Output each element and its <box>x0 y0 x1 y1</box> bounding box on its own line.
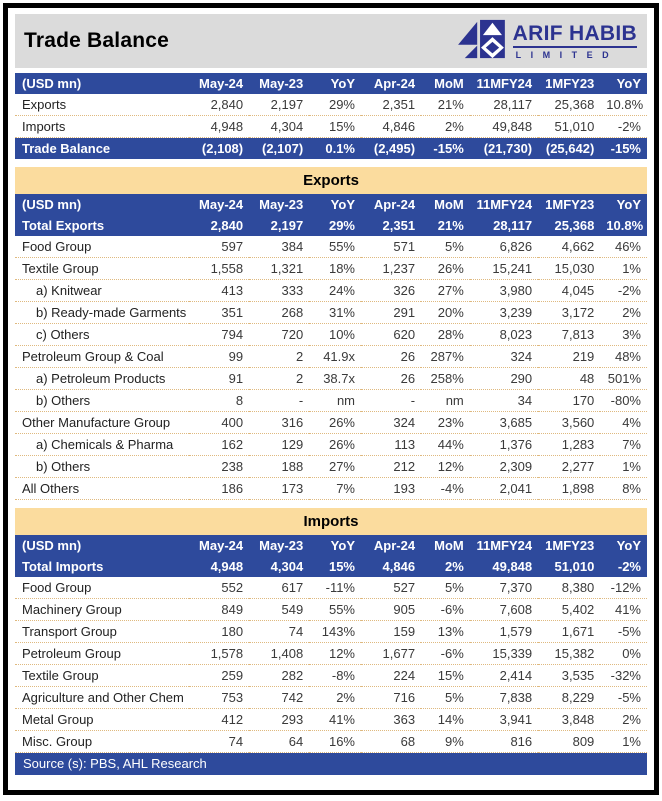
total-row <box>15 556 647 577</box>
row-label: Food Group <box>15 577 189 599</box>
report-frame <box>3 3 659 795</box>
cell: 7,813 <box>538 324 600 346</box>
cell: 7,838 <box>470 687 538 709</box>
cell: 51,010 <box>538 556 600 577</box>
cell: -2% <box>600 280 647 302</box>
table-row <box>15 731 647 753</box>
logo-name-text: ARIF HABIB <box>513 23 637 48</box>
cell: 4,045 <box>538 280 600 302</box>
cell: 34 <box>470 390 538 412</box>
cell: 2,041 <box>470 478 538 500</box>
cell: (21,730) <box>470 138 538 160</box>
total-row <box>15 215 647 236</box>
cell: 25,368 <box>538 94 600 116</box>
cell: 1,283 <box>538 434 600 456</box>
cell: 742 <box>249 687 309 709</box>
logo-limited-text: LIMITED <box>515 49 619 60</box>
cell: -2% <box>600 116 647 138</box>
cell: 0% <box>600 643 647 665</box>
cell: 501% <box>600 368 647 390</box>
cell: 617 <box>249 577 309 599</box>
cell: 5,402 <box>538 599 600 621</box>
cell: 2% <box>421 556 470 577</box>
cell: 4,846 <box>361 116 421 138</box>
cell: 326 <box>361 280 421 302</box>
header-row <box>15 73 647 94</box>
table-row <box>15 116 647 138</box>
cell: 74 <box>189 731 249 753</box>
row-label: Exports <box>15 94 189 116</box>
cell: 16% <box>309 731 361 753</box>
cell: 28% <box>421 324 470 346</box>
cell: 2 <box>249 368 309 390</box>
cell: 18% <box>309 258 361 280</box>
trade-balance-summary-table <box>15 73 647 159</box>
cell: -6% <box>421 599 470 621</box>
cell: 571 <box>361 236 421 258</box>
row-label: Metal Group <box>15 709 189 731</box>
cell: 3,980 <box>470 280 538 302</box>
cell: 8,023 <box>470 324 538 346</box>
column-header: MoM <box>421 194 470 215</box>
cell: 412 <box>189 709 249 731</box>
cell: -2% <box>600 556 647 577</box>
cell: 794 <box>189 324 249 346</box>
column-header: May-24 <box>189 194 249 215</box>
cell: 1,408 <box>249 643 309 665</box>
page-title: Trade Balance <box>24 29 170 52</box>
cell: 15% <box>309 116 361 138</box>
cell: - <box>361 390 421 412</box>
cell: 99 <box>189 346 249 368</box>
cell: 29% <box>309 215 361 236</box>
row-label: All Others <box>15 478 189 500</box>
cell: 7% <box>600 434 647 456</box>
cell: 1,558 <box>189 258 249 280</box>
column-header: Apr-24 <box>361 73 421 94</box>
cell: 219 <box>538 346 600 368</box>
row-label: b) Others <box>15 390 189 412</box>
cell: 351 <box>189 302 249 324</box>
row-label: Food Group <box>15 236 189 258</box>
cell: 173 <box>249 478 309 500</box>
table-row <box>15 324 647 346</box>
table-row <box>15 665 647 687</box>
title-band <box>15 14 647 68</box>
cell: 15% <box>421 665 470 687</box>
cell: 159 <box>361 621 421 643</box>
cell: 12% <box>309 643 361 665</box>
row-label: Textile Group <box>15 665 189 687</box>
cell: 268 <box>249 302 309 324</box>
cell: 620 <box>361 324 421 346</box>
cell: 4,662 <box>538 236 600 258</box>
cell: 28,117 <box>470 94 538 116</box>
row-label: Machinery Group <box>15 599 189 621</box>
cell: - <box>249 390 309 412</box>
cell: 1,376 <box>470 434 538 456</box>
cell: 44% <box>421 434 470 456</box>
row-label: a) Petroleum Products <box>15 368 189 390</box>
cell: 720 <box>249 324 309 346</box>
cell: 384 <box>249 236 309 258</box>
cell: 3,941 <box>470 709 538 731</box>
row-label: Other Manufacture Group <box>15 412 189 434</box>
column-header: May-24 <box>189 535 249 556</box>
table-row <box>15 346 647 368</box>
cell: 186 <box>189 478 249 500</box>
spacer <box>15 159 647 167</box>
cell: 21% <box>421 94 470 116</box>
cell: -4% <box>421 478 470 500</box>
cell: 2,840 <box>189 94 249 116</box>
cell: 28,117 <box>470 215 538 236</box>
cell: 1% <box>600 731 647 753</box>
column-header-usd-mn: (USD mn) <box>15 194 189 215</box>
cell: 193 <box>361 478 421 500</box>
row-label: Petroleum Group <box>15 643 189 665</box>
table-row <box>15 577 647 599</box>
cell: 324 <box>470 346 538 368</box>
cell: -11% <box>309 577 361 599</box>
table-row <box>15 94 647 116</box>
column-header: May-23 <box>249 535 309 556</box>
cell: 2,351 <box>361 94 421 116</box>
cell: 816 <box>470 731 538 753</box>
column-header: MoM <box>421 73 470 94</box>
cell: 15,382 <box>538 643 600 665</box>
cell: 51,010 <box>538 116 600 138</box>
cell: 552 <box>189 577 249 599</box>
cell: 15,339 <box>470 643 538 665</box>
cell: 26% <box>421 258 470 280</box>
cell: 55% <box>309 599 361 621</box>
cell: 2 <box>249 346 309 368</box>
imports-section-header: Imports <box>15 508 647 535</box>
cell: 170 <box>538 390 600 412</box>
cell: 809 <box>538 731 600 753</box>
cell: 316 <box>249 412 309 434</box>
column-header: YoY <box>309 194 361 215</box>
cell: -15% <box>421 138 470 160</box>
column-header: Apr-24 <box>361 194 421 215</box>
row-label: a) Knitwear <box>15 280 189 302</box>
table-row <box>15 280 647 302</box>
table-row <box>15 709 647 731</box>
cell: 2,309 <box>470 456 538 478</box>
cell: 3,239 <box>470 302 538 324</box>
cell: 74 <box>249 621 309 643</box>
cell: 129 <box>249 434 309 456</box>
cell: 24% <box>309 280 361 302</box>
cell: 1% <box>600 456 647 478</box>
cell: 212 <box>361 456 421 478</box>
cell: 23% <box>421 412 470 434</box>
cell: 282 <box>249 665 309 687</box>
cell: 4,948 <box>189 116 249 138</box>
cell: 5% <box>421 687 470 709</box>
cell: 287% <box>421 346 470 368</box>
cell: 188 <box>249 456 309 478</box>
header-row <box>15 535 647 556</box>
exports-table <box>15 194 647 500</box>
table-row <box>15 390 647 412</box>
cell: 597 <box>189 236 249 258</box>
cell: 68 <box>361 731 421 753</box>
cell: -8% <box>309 665 361 687</box>
column-header: 1MFY23 <box>538 535 600 556</box>
cell: 224 <box>361 665 421 687</box>
cell: 15% <box>309 556 361 577</box>
cell: 29% <box>309 94 361 116</box>
cell: 8,229 <box>538 687 600 709</box>
cell: 12% <box>421 456 470 478</box>
column-header-usd-mn: (USD mn) <box>15 535 189 556</box>
cell: 8 <box>189 390 249 412</box>
cell: 293 <box>249 709 309 731</box>
column-header: YoY <box>309 73 361 94</box>
cell: 7% <box>309 478 361 500</box>
cell: (2,495) <box>361 138 421 160</box>
cell: 4,304 <box>249 116 309 138</box>
cell: 162 <box>189 434 249 456</box>
table-row <box>15 687 647 709</box>
cell: 26 <box>361 346 421 368</box>
row-label: Petroleum Group & Coal <box>15 346 189 368</box>
cell: 9% <box>421 731 470 753</box>
column-header: 11MFY24 <box>470 194 538 215</box>
cell: 2% <box>421 116 470 138</box>
spacer <box>15 500 647 508</box>
row-label: b) Others <box>15 456 189 478</box>
cell: 527 <box>361 577 421 599</box>
cell: 1,578 <box>189 643 249 665</box>
cell: 10.8% <box>600 94 647 116</box>
cell: 324 <box>361 412 421 434</box>
cell: 8,380 <box>538 577 600 599</box>
cell: 55% <box>309 236 361 258</box>
table-row <box>15 599 647 621</box>
cell: -80% <box>600 390 647 412</box>
column-header: 11MFY24 <box>470 535 538 556</box>
table-row <box>15 258 647 280</box>
cell: 64 <box>249 731 309 753</box>
cell: -15% <box>600 138 647 160</box>
cell: 4,304 <box>249 556 309 577</box>
column-header: May-24 <box>189 73 249 94</box>
cell: 400 <box>189 412 249 434</box>
cell: (2,108) <box>189 138 249 160</box>
cell: 26% <box>309 434 361 456</box>
column-header: YoY <box>600 535 647 556</box>
cell: 48% <box>600 346 647 368</box>
cell: 849 <box>189 599 249 621</box>
cell: 25,368 <box>538 215 600 236</box>
header-row <box>15 194 647 215</box>
row-label: Misc. Group <box>15 731 189 753</box>
cell: 7,608 <box>470 599 538 621</box>
cell: 14% <box>421 709 470 731</box>
cell: 48 <box>538 368 600 390</box>
cell: -12% <box>600 577 647 599</box>
cell: 49,848 <box>470 116 538 138</box>
cell: 7,370 <box>470 577 538 599</box>
cell: 3% <box>600 324 647 346</box>
table-row <box>15 478 647 500</box>
table-row <box>15 456 647 478</box>
cell: 20% <box>421 302 470 324</box>
cell: 13% <box>421 621 470 643</box>
cell: 238 <box>189 456 249 478</box>
cell: 2% <box>309 687 361 709</box>
table-row <box>15 368 647 390</box>
column-header-usd-mn: (USD mn) <box>15 73 189 94</box>
cell: nm <box>421 390 470 412</box>
cell: 1% <box>600 258 647 280</box>
cell: 4% <box>600 412 647 434</box>
cell: 3,535 <box>538 665 600 687</box>
cell: 2,197 <box>249 215 309 236</box>
cell: (2,107) <box>249 138 309 160</box>
cell: 113 <box>361 434 421 456</box>
total-row <box>15 138 647 160</box>
logo-wordmark <box>513 23 637 60</box>
cell: (25,642) <box>538 138 600 160</box>
row-label: c) Others <box>15 324 189 346</box>
cell: 716 <box>361 687 421 709</box>
cell: -6% <box>421 643 470 665</box>
row-label: b) Ready-made Garments <box>15 302 189 324</box>
column-header: 1MFY23 <box>538 194 600 215</box>
cell: 905 <box>361 599 421 621</box>
column-header: Apr-24 <box>361 535 421 556</box>
cell: 4,948 <box>189 556 249 577</box>
cell: 753 <box>189 687 249 709</box>
cell: -5% <box>600 687 647 709</box>
table-row <box>15 621 647 643</box>
table-row <box>15 434 647 456</box>
cell: 26 <box>361 368 421 390</box>
cell: 1,671 <box>538 621 600 643</box>
cell: 41% <box>600 599 647 621</box>
table-row <box>15 302 647 324</box>
cell: 2,414 <box>470 665 538 687</box>
cell: 549 <box>249 599 309 621</box>
column-header: YoY <box>309 535 361 556</box>
cell: 259 <box>189 665 249 687</box>
exports-section-header: Exports <box>15 167 647 194</box>
cell: 2% <box>600 709 647 731</box>
row-label: Total Exports <box>15 215 189 236</box>
table-row <box>15 643 647 665</box>
cell: 5% <box>421 577 470 599</box>
cell: 49,848 <box>470 556 538 577</box>
cell: 31% <box>309 302 361 324</box>
cell: 1,579 <box>470 621 538 643</box>
cell: 2,351 <box>361 215 421 236</box>
cell: 26% <box>309 412 361 434</box>
column-header: May-23 <box>249 194 309 215</box>
cell: 3,172 <box>538 302 600 324</box>
arif-habib-logo-icon <box>456 18 506 65</box>
cell: 1,321 <box>249 258 309 280</box>
cell: 41.9x <box>309 346 361 368</box>
row-label: Imports <box>15 116 189 138</box>
cell: 1,237 <box>361 258 421 280</box>
cell: 15,030 <box>538 258 600 280</box>
cell: 290 <box>470 368 538 390</box>
cell: 291 <box>361 302 421 324</box>
column-header: 11MFY24 <box>470 73 538 94</box>
cell: 1,898 <box>538 478 600 500</box>
row-label: a) Chemicals & Pharma <box>15 434 189 456</box>
cell: 258% <box>421 368 470 390</box>
cell: 41% <box>309 709 361 731</box>
cell: 143% <box>309 621 361 643</box>
cell: 333 <box>249 280 309 302</box>
cell: 2,197 <box>249 94 309 116</box>
cell: 3,560 <box>538 412 600 434</box>
cell: 10% <box>309 324 361 346</box>
row-label: Textile Group <box>15 258 189 280</box>
source-footer: Source (s): PBS, AHL Research <box>15 753 647 775</box>
cell: 2,277 <box>538 456 600 478</box>
cell: 21% <box>421 215 470 236</box>
cell: 4,846 <box>361 556 421 577</box>
column-header: 1MFY23 <box>538 73 600 94</box>
cell: 2,840 <box>189 215 249 236</box>
cell: 0.1% <box>309 138 361 160</box>
cell: 91 <box>189 368 249 390</box>
row-label: Agriculture and Other Chem <box>15 687 189 709</box>
row-label: Trade Balance <box>15 138 189 160</box>
table-row <box>15 412 647 434</box>
table-row <box>15 236 647 258</box>
cell: 413 <box>189 280 249 302</box>
cell: 27% <box>309 456 361 478</box>
cell: 2% <box>600 302 647 324</box>
cell: 8% <box>600 478 647 500</box>
column-header: MoM <box>421 535 470 556</box>
cell: -32% <box>600 665 647 687</box>
cell: 10.8% <box>600 215 647 236</box>
cell: 27% <box>421 280 470 302</box>
arif-habib-logo <box>456 18 637 65</box>
row-label: Transport Group <box>15 621 189 643</box>
cell: 180 <box>189 621 249 643</box>
cell: -5% <box>600 621 647 643</box>
column-header: May-23 <box>249 73 309 94</box>
cell: 15,241 <box>470 258 538 280</box>
row-label: Total Imports <box>15 556 189 577</box>
cell: 38.7x <box>309 368 361 390</box>
cell: 1,677 <box>361 643 421 665</box>
imports-table <box>15 535 647 753</box>
cell: 6,826 <box>470 236 538 258</box>
cell: 5% <box>421 236 470 258</box>
cell: nm <box>309 390 361 412</box>
cell: 3,685 <box>470 412 538 434</box>
column-header: YoY <box>600 194 647 215</box>
column-header: YoY <box>600 73 647 94</box>
cell: 46% <box>600 236 647 258</box>
cell: 363 <box>361 709 421 731</box>
cell: 3,848 <box>538 709 600 731</box>
